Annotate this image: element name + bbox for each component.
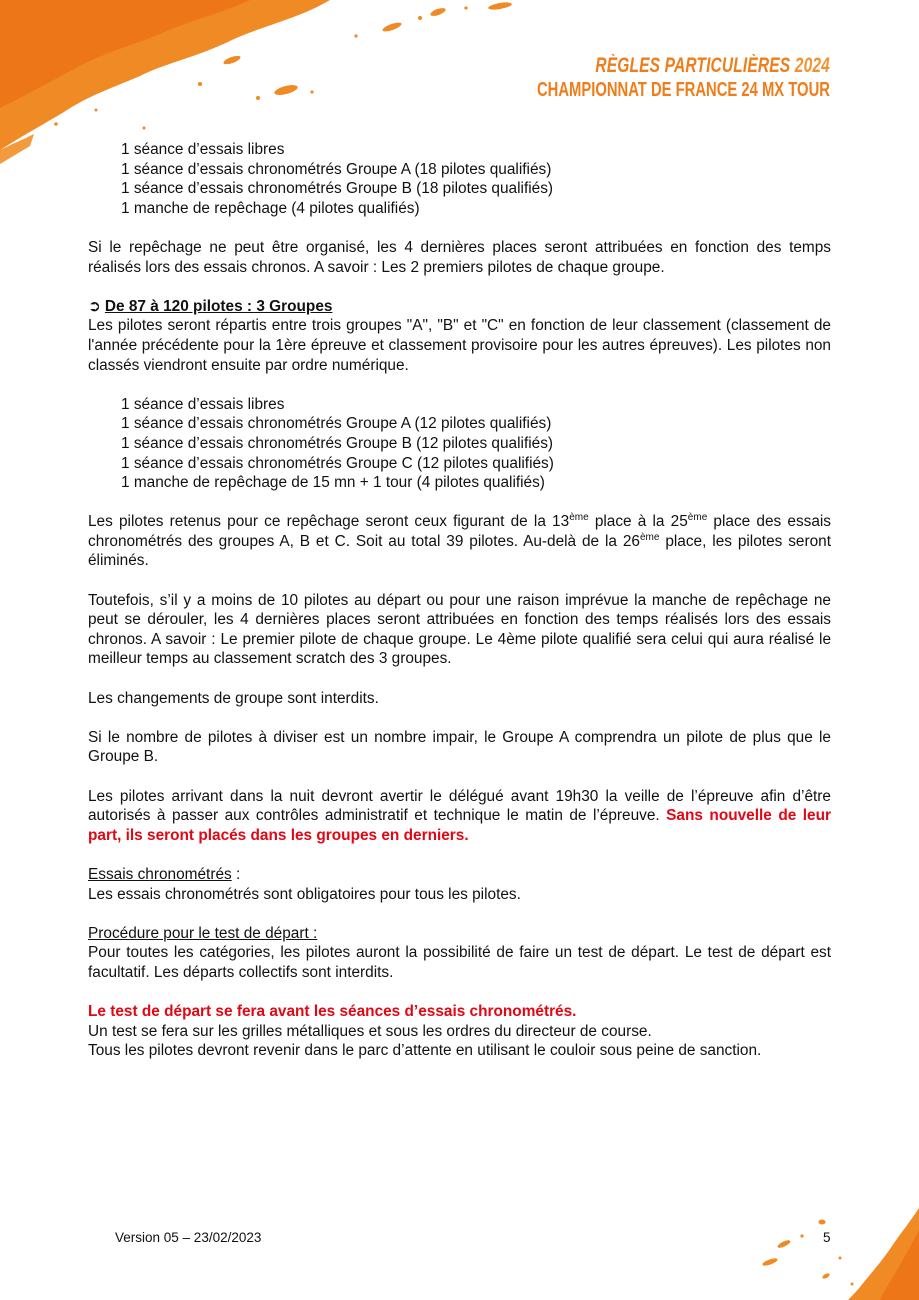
paragraph-groups: Les pilotes seront répartis entre trois groupes "A", "B" et "C" en fonction de leur classement (classement de l'année précédente pour la 1ère épreuve et classement provisoire pour les autres épreuves). Les pilotes non classés viendront ensuite par ordre numérique.: [88, 317, 831, 374]
paragraph-changes: Les changements de groupe sont interdits.: [88, 689, 379, 707]
paragraph-repechage: Si le repêchage ne peut être organisé, les 4 dernières places seront attribuées en fonction des temps réalisés lors des essais chronos. A savoir : Les 2 premiers pilotes de chaque groupe.: [88, 238, 831, 276]
essais-title: Essais chronométrés: [88, 865, 232, 883]
page-number: 5: [823, 1230, 831, 1245]
list-item: 1 séance d’essais libres: [121, 395, 285, 413]
paragraph-essais: Les essais chronométrés sont obligatoires pour tous les pilotes.: [88, 885, 521, 903]
line-parc: Tous les pilotes devront revenir dans le parc d’attente en utilisant le couloir sous peine de sanction.: [88, 1042, 762, 1060]
section-heading: [88, 297, 831, 317]
paragraph-impair: Si le nombre de pilotes à diviser est un nombre impair, le Groupe A comprendra un pilote de plus que le Groupe B.: [88, 728, 831, 766]
section-title: De 87 à 120 pilotes : 3 Groupes: [104, 297, 333, 315]
footer-version: Version 05 – 23/02/2023: [115, 1230, 262, 1245]
essais-heading: Essais chronométrés :: [88, 865, 241, 883]
header-title: [537, 54, 830, 78]
list-item: 1 séance d’essais chronométrés Groupe B (12 pilotes qualifiés): [121, 434, 554, 452]
schedule-list-two-groups: [88, 140, 831, 218]
paragraph-night: [88, 787, 831, 846]
paragraph-toutefois: Toutefois, s’il y a moins de 10 pilotes au départ ou pour une raison imprévue la manche de repêchage ne peut se dérouler, les 4 dernières places seront attribuées en fonction des temps réalisés lors des essais chronos. A savoir : Le premier pilote de chaque groupe. Le 4ème pilote qualifié sera celui qui aura réalisé le meilleur temps au classement scratch des 3 groupes.: [88, 591, 831, 668]
header-title-text: RÈGLES PARTICULIÈRES: [595, 54, 791, 77]
page-content: [88, 140, 831, 1061]
night-warning: Sans nouvelle de leur part, ils seront placés dans les groupes en derniers.: [88, 807, 831, 844]
line-grilles: Un test se fera sur les grilles métalliques et sous les ordres du directeur de course.: [88, 1022, 652, 1040]
list-item: 1 séance d’essais chronométrés Groupe A (18 pilotes qualifiés): [121, 160, 552, 178]
list-item: 1 séance d’essais chronométrés Groupe B (18 pilotes qualifiés): [121, 180, 554, 198]
header-subtitle: CHAMPIONNAT DE FRANCE 24 MX TOUR: [536, 79, 830, 101]
arrow-right-icon: ➲: [88, 297, 101, 315]
night-text: Les pilotes arrivant dans la nuit devront avertir le délégué avant 19h30 la veille de l’épreuve afin d’être autorisés à passer aux contrôles administratif et technique le matin de l’épreuve.: [88, 787, 831, 825]
list-item: 1 séance d’essais chronométrés Groupe C (12 pilotes qualifiés): [121, 454, 554, 472]
list-item: 1 manche de repêchage (4 pilotes qualifiés): [121, 199, 420, 217]
procedure-heading: Procédure pour le test de départ :: [88, 924, 318, 942]
document-header: [537, 54, 830, 102]
brush-stroke-bottom-right: [740, 1200, 919, 1300]
list-item: 1 manche de repêchage de 15 mn + 1 tour (4 pilotes qualifiés): [121, 474, 545, 492]
header-year: 2024: [794, 54, 830, 77]
paragraph-procedure: Pour toutes les catégories, les pilotes auront la possibilité de faire un test de départ. Le test de départ est facultatif. Les départs collectifs sont interdits.: [88, 944, 831, 981]
list-item: 1 séance d’essais libres: [121, 141, 285, 158]
list-item: 1 séance d’essais chronométrés Groupe A (12 pilotes qualifiés): [121, 415, 552, 433]
red-notice: Le test de départ se fera avant les séances d’essais chronométrés.: [88, 1003, 577, 1021]
paragraph-retained: Les pilotes retenus pour ce repêchage seront ceux figurant de la 13ème place à la 25ème place des essais chronométrés des groupes A, B et C. Soit au total 39 pilotes. Au-delà de la 26ème place, les pilotes seront éliminés.: [88, 512, 832, 570]
schedule-list-three-groups: [88, 395, 831, 493]
